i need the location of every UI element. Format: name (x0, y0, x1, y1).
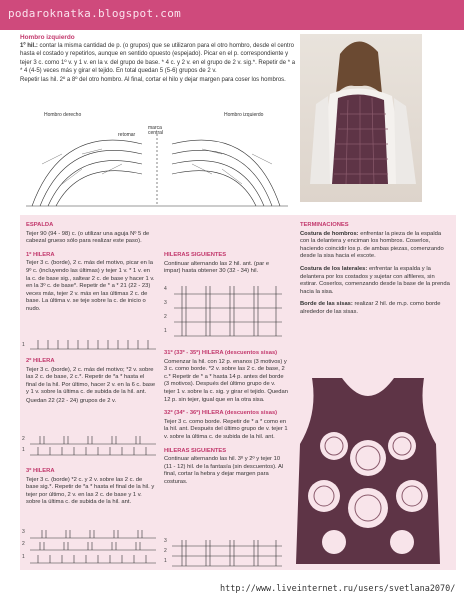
footer-url[interactable]: http://www.liveinternet.ru/users/svetlana2070/ (220, 584, 456, 594)
siguientes1-text: Continuar alternando las 2 hil. ant. (par e impar) hasta obtener 30 (32 - 34) hil. (164, 260, 270, 275)
chart-row-number: 3 (164, 538, 167, 544)
column-hilera3 (26, 468, 156, 508)
hilera2-text: Tejer 3 c. (borde), 2 c. más del motivo; *2 v. sobre las 2 c. de base, 2 c.*. Repetir de *a * hasta el final de la hil. Por último, hacer 2 v. en la 6 c. base y 1 v. sobre la última c. de subida de la hil. ant. (26, 366, 156, 396)
stitch-chart-2 (22, 434, 158, 458)
espalda-title: ESPALDA (26, 222, 54, 228)
chart-row-number: 1 (164, 328, 167, 334)
hombros-paragraph (300, 231, 450, 261)
hilera32-text: Tejer 3 c. como borde. Repetir de * a * como en la hil. ant. Después del último grupo de v. tejer 1 v. sobre la última c. de subida de la hil. ant. (164, 418, 288, 440)
intro-instructions (20, 34, 296, 85)
intro-paragraph-1 (20, 42, 296, 75)
column-espalda (26, 222, 156, 315)
chart-row-number: 1 (22, 447, 25, 453)
laterales-lead: Costura de los laterales: (300, 265, 368, 272)
hilera2-title: 2º HILERA (26, 358, 55, 364)
diagram-label-right-shoulder: Hombro derecho (44, 112, 82, 118)
stitch-chart-3 (22, 528, 158, 566)
hilera3-title: 3º HILERA (26, 468, 55, 474)
hilera1-title: 1º HILERA (26, 251, 55, 258)
chart-row-number: 2 (22, 436, 25, 442)
sisas-lead: Borde de las sisas: (300, 301, 353, 308)
chart-row-number: 3 (22, 529, 25, 535)
laterales-paragraph (300, 266, 450, 296)
hombros-lead: Costura de hombros: (300, 230, 359, 237)
vest-photo (290, 374, 446, 566)
column-siguientes-1 (164, 252, 286, 277)
model-photo (300, 34, 422, 202)
shoulder-diagram (22, 114, 292, 210)
chart-row-number: 1 (164, 558, 167, 564)
chart-row-number: 2 (22, 541, 25, 547)
laterales-text: enfrentar la espalda y la delantera por los costados y sujetar con alfileres, sin estirar. Coserlos, comenzando desde la base de la prenda hacia la sisa. (300, 265, 450, 295)
column-hilera2 (26, 358, 156, 407)
site-banner (0, 0, 464, 30)
chart-grid (28, 528, 158, 566)
chart-row-number: 1 (22, 554, 25, 560)
diagram-label-center: marca central (148, 125, 164, 136)
chart-row-number: 2 (164, 548, 167, 554)
stitch-chart-4 (164, 284, 284, 342)
chart-grid (172, 284, 284, 342)
stitch-chart-5 (164, 538, 284, 568)
vest-illustration (290, 374, 446, 566)
hilera31-text: Comenzar la hil. con 12 p. enanos (3 motivos) y 3 c. como borde. *2 v. sobre las 2 c. de base, 2 c.* Repetir de * a * hasta 14 p. antes del borde (3 motivos). Después del último grupo de v. tejer 1 v. sobre la c. sig. y girar el tejido. Quedan 12 p. sin tejer, igual que en la otra sisa. (164, 358, 288, 403)
hilera2-text-2: Quedan 22 (22 - 24) grupos de 2 v. (26, 397, 117, 404)
chart-grid (28, 434, 158, 458)
column-terminaciones (300, 222, 450, 318)
siguientes2-text: Continuar alternando las hil. 3º y 2º y tejer 10 (11 - 12) hil. de la fantasía (sin descuentos). Al final, cortar la hebra y dejar margen para costuras. (164, 456, 284, 485)
site-url[interactable]: podaroknatka.blogspot.com (8, 7, 182, 20)
hilera1-text: Tejer 3 c. (borde), 2 c. más del motivo, picar en la 9º c. (incluyendo las últimas) y tejer 1 v. * 1 v. en la c. de base sig., saltear 2 c. de base y hacer 1 v. en la 3º c. de base*. Repetir de * a * 21 (22 - 23) veces más, tejer 2 v. más en las últimas 2 c. de base. La última v. se teje sobre la c. de inicio o nudo. (26, 260, 155, 312)
stitch-chart-1 (22, 337, 158, 353)
chart-row-number: 1 (22, 342, 25, 348)
diagram-label-start: retomar (118, 132, 136, 138)
chart-row-number: 4 (164, 286, 167, 292)
siguientes1-title: HILERAS SIGUIENTES (164, 252, 227, 258)
hilera32-title: 32º (34º - 36º) HILERA (descuentos sisas) (164, 410, 278, 417)
chart-grid (28, 337, 158, 353)
sisas-text: realizar 2 hil. de m.p. como borde alrededor de las sisas. (300, 301, 441, 315)
diagram-label-left-shoulder: Hombro izquierdo (224, 112, 264, 118)
column-hilera31 (164, 350, 288, 488)
hilera31-title: 31º (33º - 35º) HILERA (descuentos sisas) (164, 350, 278, 356)
chart-row-number: 3 (164, 300, 167, 306)
siguientes2-title: HILERAS SIGUIENTES (164, 447, 227, 454)
chart-row-number: 2 (164, 314, 167, 320)
section-heading-left-shoulder: Hombro izquierdo (20, 34, 75, 41)
sisas-paragraph (300, 301, 450, 316)
hilera3-text: Tejer 3 c. (borde) *2 c. y 2 v. sobre las 2 c. de base sig.*. Repetir de *a * hasta el final de la hil. y tejer por último, 2 v. en las 2 c. de base y 1 v. sobre la última c. de subida de la hil. ant. (26, 476, 155, 506)
intro-paragraph-2: Repetir las hil. 2º a 8º del otro hombro. Al final, cortar el hilo y dejar margen para coser los hombros. (20, 77, 286, 84)
row-lead: 1º hil.: (20, 43, 38, 50)
espalda-text: Tejer 90 (94 - 98) c. (o utilizar una aguja Nº 5 de cabezal grueso sólo para realizar este paso). (26, 230, 150, 245)
hombros-text: enfrentar la pieza de la espalda con la delantera y enciman los hombros. Coserlos, haciendo coincidir los p. de ambas piezas, comenzando desde la sisa hacia el escote. (300, 230, 444, 260)
chart-grid (170, 538, 284, 568)
model-illustration (300, 34, 422, 202)
terminaciones-title: TERMINACIONES (300, 222, 349, 228)
row-text: contar la misma cantidad de p. (o grupos) que se utilizaron para el otro hombro, desde el centro hasta el costado y repetirlos, aunque en sentido opuesto (espejado). Picar en el p. correspondiente y tejer 3 c. como 1º v. y 1 v. en la v. del grupo de base. * 4 c. y 2 v. en el grupo de 2 v. sig.*. Repetir de * a * 4 (4-5) veces más y girar el tejido. En total quedan 5 (5-6) grupos de 2 v. (20, 43, 296, 74)
